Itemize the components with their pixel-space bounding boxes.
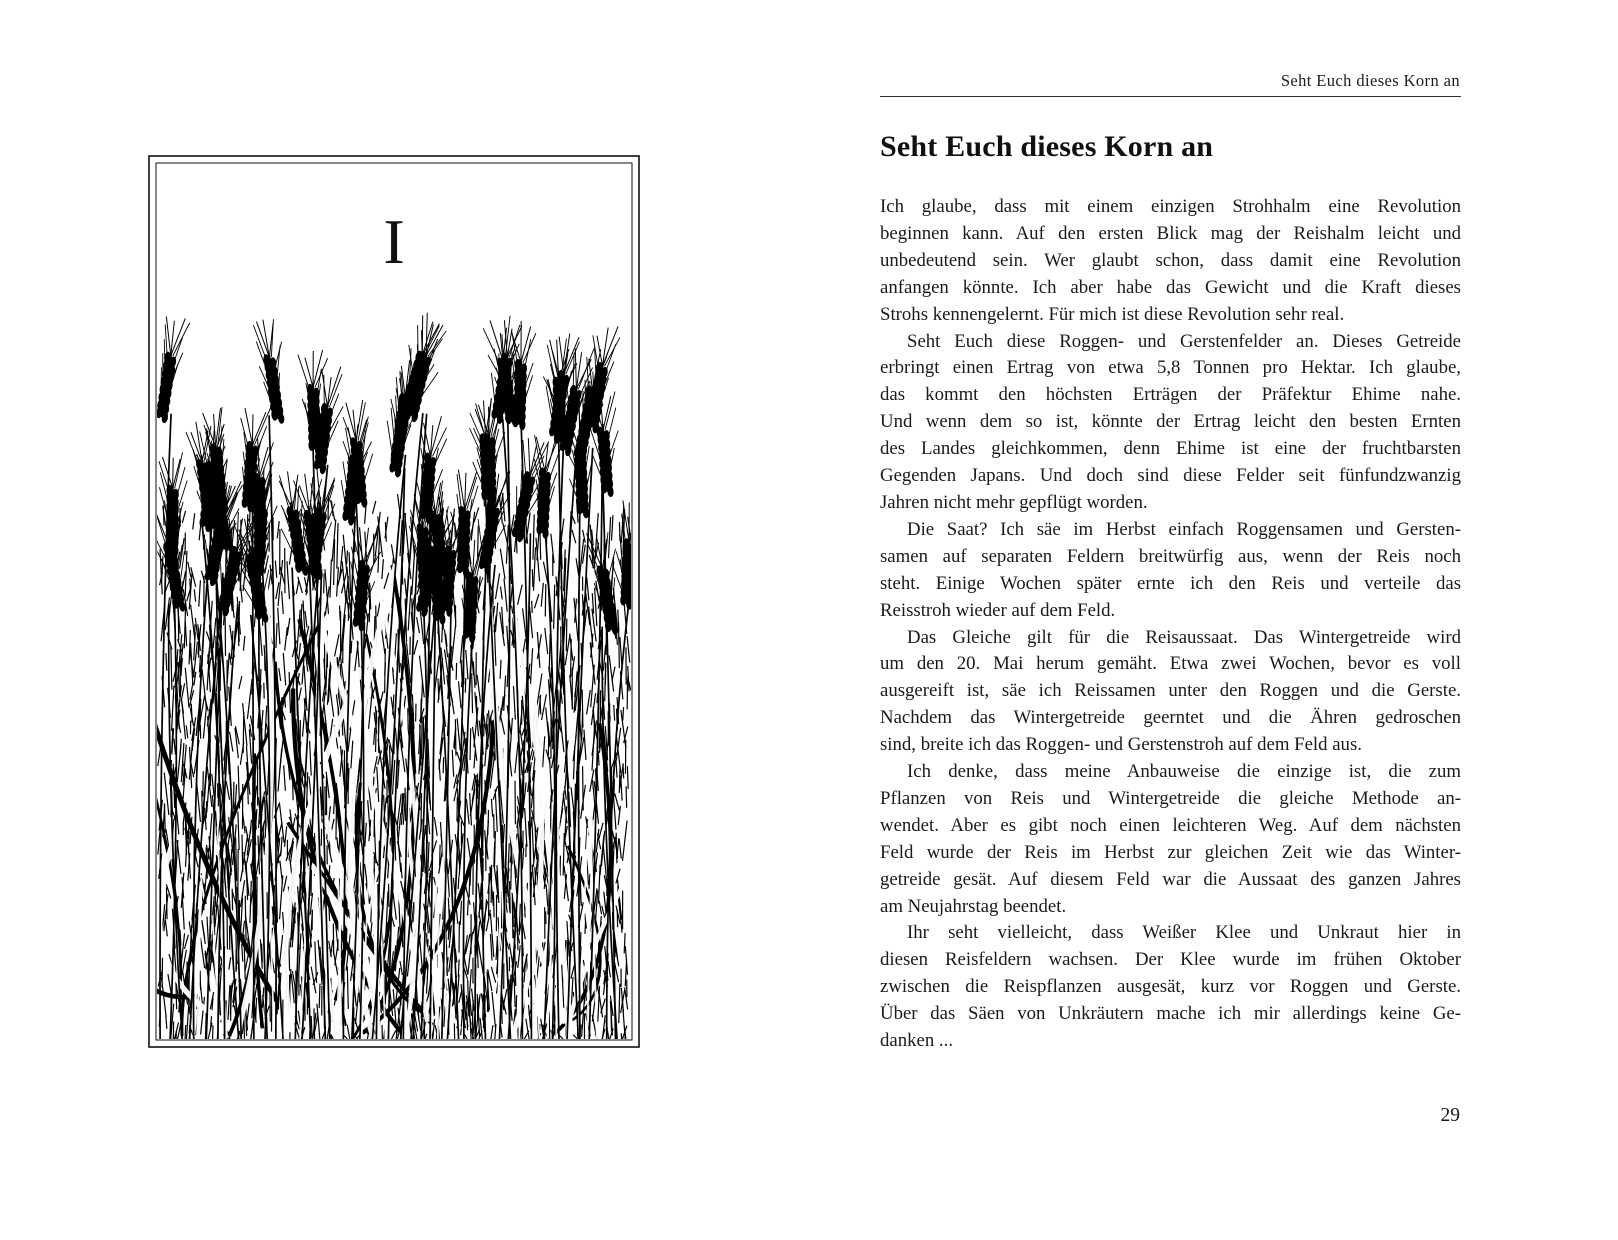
text-line: Reisstroh wieder auf dem Feld. (880, 599, 1116, 621)
wheat-field-svg (148, 155, 640, 1048)
wheat-field (148, 312, 640, 1041)
text-line: das kommt den höchsten Erträgen der Präfektur Ehime nahe. (880, 384, 1461, 406)
illustration-frame (148, 155, 640, 1048)
text-line: ausgereift ist, säe ich Reissamen unter den Roggen und die Gerste. (880, 680, 1461, 702)
page-number: 29 (1440, 1105, 1460, 1126)
text-line: Strohs kennengelernt. Für mich ist diese Revolution sehr real. (880, 303, 1345, 325)
text-line: anfangen könnte. Ich aber habe das Gewicht und die Kraft dieses (880, 276, 1461, 298)
text-line: Jahren nicht mehr gepflügt worden. (880, 491, 1148, 513)
text-line: Und wenn dem so ist, könnte der Ertrag leicht den besten Ernten (880, 411, 1461, 433)
text-line: Über das Säen von Unkräutern mache ich mir allerdings keine Ge- (880, 1003, 1461, 1025)
header-rule (880, 96, 1461, 97)
text-line: Feld wurde der Reis im Herbst zur gleichen Zeit wie das Winter- (880, 841, 1461, 863)
text-line: um den 20. Mai herum gemäht. Etwa zwei Wochen, bevor es voll (880, 653, 1461, 675)
text-line: diesen Reisfeldern wachsen. Der Klee wurde im frühen Oktober (880, 949, 1461, 971)
chapter-title: Seht Euch dieses Korn an (880, 130, 1214, 163)
text-line: Ich denke, dass meine Anbauweise die einzige ist, die zum (907, 761, 1461, 783)
right-page (880, 0, 1461, 1240)
text-line: erbringt einen Ertrag von etwa 5,8 Tonnen pro Hektar. Ich glaube, (880, 357, 1461, 379)
text-line: Pflanzen von Reis und Wintergetreide die gleiche Methode an- (880, 787, 1461, 809)
text-line: Das Gleiche gilt für die Reisaussaat. Das Wintergetreide wird (907, 626, 1461, 648)
text-line: Gegenden Japans. Und doch sind diese Felder seit fünfundzwanzig (880, 465, 1461, 487)
text-line: zwischen die Reispflanzen ausgesät, kurz vor Roggen und Gerste. (880, 976, 1461, 998)
body-text (880, 194, 1461, 1055)
chapter-numeral: I (383, 206, 405, 277)
text-line: Ihr seht vielleicht, dass Weißer Klee und Unkraut hier in (907, 922, 1461, 944)
text-line: Die Saat? Ich säe im Herbst einfach Roggensamen und Gersten- (907, 518, 1461, 540)
text-line: wendet. Aber es gibt noch einen leichteren Weg. Auf dem nächsten (880, 814, 1461, 836)
text-line: am Neujahrstag beendet. (880, 895, 1067, 917)
text-line: getreide gesät. Auf diesem Feld war die Aussaat des ganzen Jahres (880, 868, 1461, 890)
text-line: beginnen kann. Auf den ersten Blick mag der Reishalm leicht und (880, 222, 1461, 244)
text-line: des Landes gleichkommen, denn Ehime ist eine der fruchtbarsten (880, 438, 1461, 460)
text-line: sind, breite ich das Roggen- und Gerstenstroh auf dem Feld aus. (880, 734, 1362, 756)
text-line: Seht Euch diese Roggen- und Gerstenfelder an. Dieses Getreide (907, 330, 1461, 352)
text-line: samen auf separaten Feldern breitwürfig aus, wenn der Reis noch (880, 545, 1461, 567)
text-line: unbedeutend sein. Wer glaubt schon, dass damit eine Revolution (880, 249, 1461, 271)
text-line: danken ... (880, 1030, 954, 1052)
running-head: Seht Euch dieses Korn an (1280, 71, 1460, 90)
text-line: Nachdem das Wintergetreide geerntet und die Ähren gedroschen (880, 707, 1461, 729)
text-line: steht. Einige Wochen später ernte ich den Reis und verteile das (880, 572, 1461, 594)
text-line: Ich glaube, dass mit einem einzigen Strohhalm eine Revolution (880, 196, 1461, 217)
